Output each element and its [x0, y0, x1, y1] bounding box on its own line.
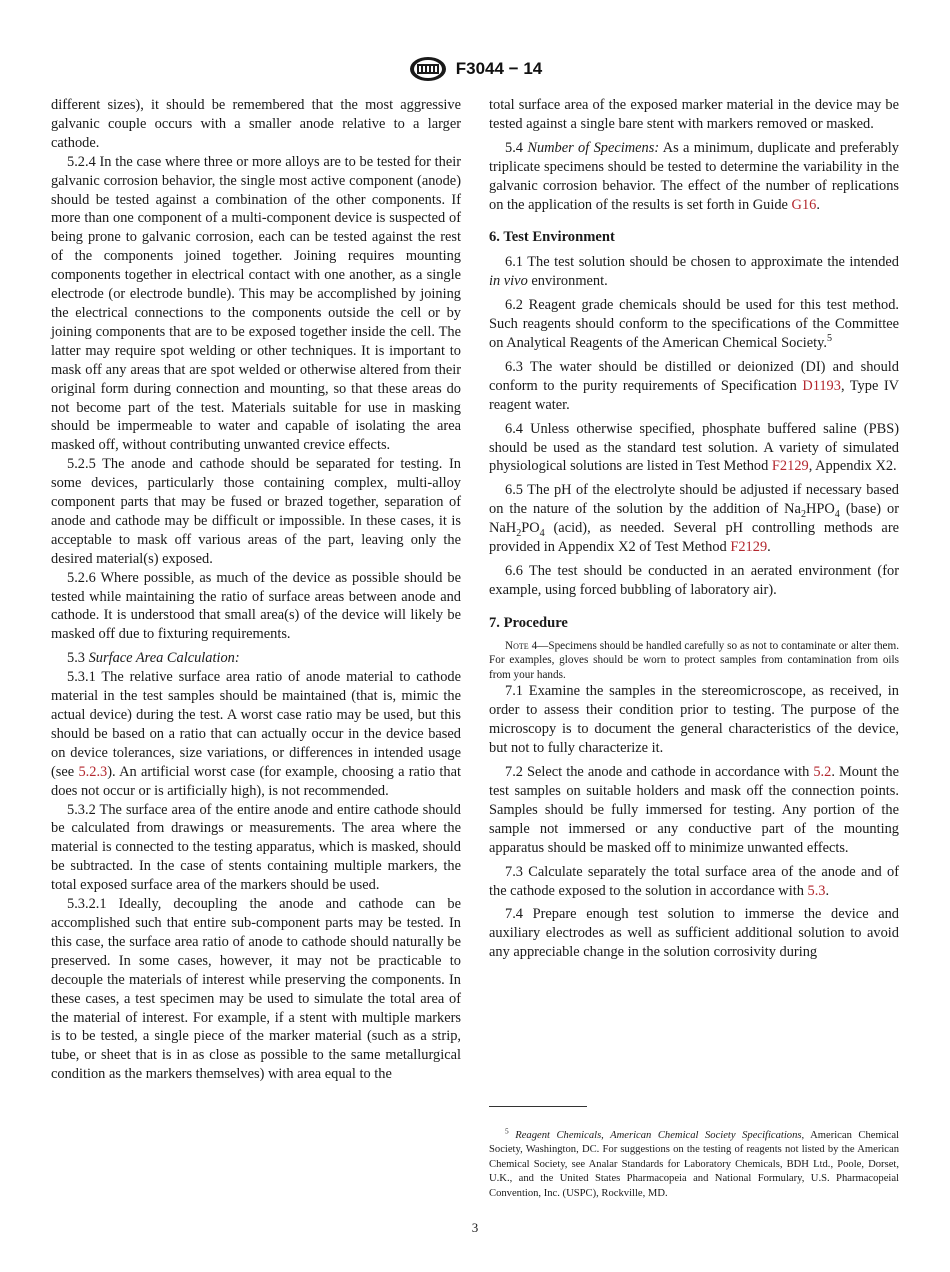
paragraph-5-3-1 [51, 668, 461, 800]
page-number: 3 [471, 1220, 479, 1235]
footnote-mark: 5 [505, 1126, 509, 1136]
text-run: HPO [805, 501, 835, 518]
link-5-3[interactable]: 5.3 [807, 882, 826, 899]
section-heading-6: 6. Test Environment [489, 229, 615, 246]
heading-5-3-number: 5.3 [67, 650, 89, 667]
text-run: . Mount the test samples on suitable holders and mask off the connection points. Samples should be fully immersed for testing. Any portion of the sample not immersed or any conductive part of the mounting apparatus should be masked off to minimize unwanted effects. [489, 764, 899, 856]
section-heading-7: 7. Procedure [489, 614, 568, 631]
text-run: ). An artificial worst case (for example, choosing a ratio that does not occur or is artificially high), is not recommended. [51, 763, 462, 799]
footnote-text: , American Chemical Society, Washington, DC. For suggestions on the testing of reagents not listed by the American Chemical Society, see Analar Standards for Laboratory Chemicals, BDH Ltd., Poole, Dorset, U.K., and the United States Pharmacopeia and National Formulary, U.S. Pharmacopeial Convention, Inc. (USPC), Rockville, MD. [489, 1129, 899, 1199]
link-d1193[interactable]: D1193 [802, 377, 841, 394]
paragraph-5-2-5: 5.2.5 The anode and cathode should be separated for testing. In some devices, particularly those containing complex, multi-alloy component parts that may be fused or brazed together, separation of anode and cathode may be difficult or impossible. In these cases, it is acceptable to mask off various areas of the part, leaving only the desired material(s) exposed. [51, 456, 461, 567]
note-label: Note [505, 639, 529, 652]
paragraph-7-4: 7.4 Prepare enough test solution to immerse the device and auxiliary electrodes as well as sufficient additional solution to avoid any appreciable change in the solution corrosivity during [489, 906, 899, 961]
paragraph-5-2-4: 5.2.4 In the case where three or more alloys are to be tested for their galvanic corrosion behavior, the single most active component (anode) should be tested against a combination of the other components. If more than one component of a multi-component device is suspected of being prone to galvanic corrosion, each can be tested against the rest of the components joined together. Joining requires mounting components together in electrical contact with one another, as a single electrode (or electrode bundle). This may be accomplished by joining the electrical connections to the components outside the cell or by joining components that are to be exposed together inside the cell. The latter may require spot welding or other techniques. It is important to mask off any areas that are spot welded or otherwise altered from their original form during connection and mounting, so that these areas do not become part of the test. Materials suitable for use in masking should be impermeable to water and capable of isolating the area masked off, without contributing unwanted crevice effects. [51, 153, 461, 454]
text-run: 6.4 Unless otherwise specified, phosphate buffered saline (PBS) should be used as the standard test solution. A variety of simulated physiological solutions are listed in Test Method [489, 420, 899, 475]
link-f2129[interactable]: F2129 [730, 539, 768, 556]
text-run: 7.2 Select the anode and cathode in accordance with [505, 764, 814, 781]
link-5-2-3[interactable]: 5.2.3 [78, 763, 108, 780]
text-run: 6.5 The pH of the electrolyte should be adjusted if necessary based on the nature of the solution by the addition of Na [489, 482, 899, 518]
paragraph-6-5 [489, 481, 899, 557]
paragraph-continued: different sizes), it should be remembered that the most aggressive galvanic couple occurs with a smaller anode relative to a larger cathode. [51, 97, 461, 151]
text-run: . [816, 196, 820, 213]
paragraph-5-3-2: 5.3.2 The surface area of the entire anode and entire cathode should be calculated from drawings or measurements. The area where the material is connected to the testing apparatus, which is masked, should be subtracted. In the case of stents containing multiple markers, the total exposed surface area of the markers should be used. [51, 801, 461, 894]
astm-logo-icon [408, 56, 448, 82]
text-run: PO [521, 520, 540, 537]
paragraph-5-3-2-1: 5.3.2.1 Ideally, decoupling the anode and cathode can be accomplished such that entire sub-component parts may be tested. In this case, the surface area ratio of anode to cathode should naturally be preserved. In some cases, however, it may not be practicable to decouple the materials of interest while preserving the components. In these cases, a test specimen may be used to simulate the total area of the material of interest. For example, if a stent with multiple markers is to be tested, a single piece of the marker material (such as a strip, tube, or sheet that is in as close as possible to the same metallurgical condition as the markers themselves) with area equal to the [51, 896, 461, 1083]
text-run: . [767, 539, 771, 556]
paragraph-6-4 [489, 420, 899, 477]
footnote-ref-5[interactable]: 5 [826, 333, 832, 345]
heading-5-3-title: Surface Area Calculation: [88, 650, 240, 667]
note-text: 4—Specimens should be handled carefully so as not to contaminate or alter them. For examples, gloves should be worn to protect samples from contamination from oils from your hands. [489, 639, 899, 681]
paragraph-6-6: 6.6 The test should be conducted in an aerated environment (for example, using forced bubbling of laboratory air). [489, 562, 899, 598]
paragraph-5-4 [489, 139, 899, 215]
text-run: 6.1 The test solution should be chosen to approximate the intended [505, 254, 899, 271]
text-run: , Appendix X2. [808, 458, 897, 475]
italic-run: Number of Specimens: [527, 139, 660, 156]
text-run: . [825, 882, 830, 899]
left-column [51, 96, 461, 1084]
paragraph-7-1: 7.1 Examine the samples in the stereomicroscope, as received, in order to assess their condition prior to testing. The purpose of the microscopy is to document the general characteristics of the device, but not to fully characterize it. [489, 683, 899, 757]
footnote-5 [489, 1126, 899, 1202]
paragraph-6-1 [489, 253, 899, 291]
note-4 [489, 639, 899, 683]
footnote-title: Reagent Chemicals, American Chemical Society Specifications [515, 1129, 802, 1141]
text-run: 7.3 Calculate separately the total surface area of the anode and of the cathode exposed to the solution in accordance with [489, 863, 899, 899]
text-run: (base) or NaH [489, 501, 900, 537]
text-run: 6.2 Reagent grade chemicals should be used for this test method. Such reagents should conform to the specifications of the Committee on Analytical Reagents of the American Chemical Society. [489, 297, 899, 351]
paragraph-5-2-6: 5.2.6 Where possible, as much of the device as possible should be tested while maintaining the ratio of surface areas between anode and cathode. It is understood that small area(s) of the device will likely be masked off due to fixturing requirements. [51, 569, 461, 643]
text-run: (acid), as needed. Several pH controlling methods are provided in Appendix X2 of Test Method [489, 520, 899, 556]
text-run: 5.3.1 The relative surface area ratio of anode material to cathode material in the test samples should be maintained (that is, mimic the actual device) during the test. A worst case ratio may be used, but this should be based on a ratio that can actually occur in the device based on device tolerances, size variations, or differences in intended usage (see [51, 669, 461, 780]
text-run: As a minimum, duplicate and preferably triplicate specimens should be tested to determine the variability in the galvanic corrosion behavior. The effect of the number of replications on the application of the results is set forth in Guide [489, 139, 899, 213]
page-header [0, 54, 950, 84]
link-g16[interactable]: G16 [791, 196, 817, 213]
paragraph-continued-right: total surface area of the exposed marker material in the device may be tested against a single bare stent with markers removed or masked. [489, 97, 899, 132]
subscript: 2 [800, 509, 806, 521]
text-run: , Type IV reagent water. [489, 377, 900, 413]
document-id: F3044 − 14 [455, 59, 543, 78]
text-run: 6.3 The water should be distilled or deionized (DI) and should conform to the purity requirements of Specification [489, 358, 899, 394]
link-f2129[interactable]: F2129 [771, 458, 809, 475]
subscript: 4 [539, 528, 545, 539]
right-column [489, 96, 899, 962]
paragraph-7-2 [489, 763, 899, 858]
subscript: 4 [834, 509, 840, 521]
paragraph-6-2 [489, 296, 899, 353]
paragraph-6-3 [489, 358, 899, 415]
heading-5-3 [51, 649, 461, 668]
text-run: environment. [527, 273, 608, 290]
italic-run: in vivo [489, 273, 528, 290]
footnote-divider [489, 1106, 587, 1107]
text-run: 5.4 [505, 139, 528, 156]
subscript: 2 [516, 528, 522, 539]
paragraph-7-3 [489, 863, 899, 901]
link-5-2[interactable]: 5.2 [813, 764, 832, 781]
